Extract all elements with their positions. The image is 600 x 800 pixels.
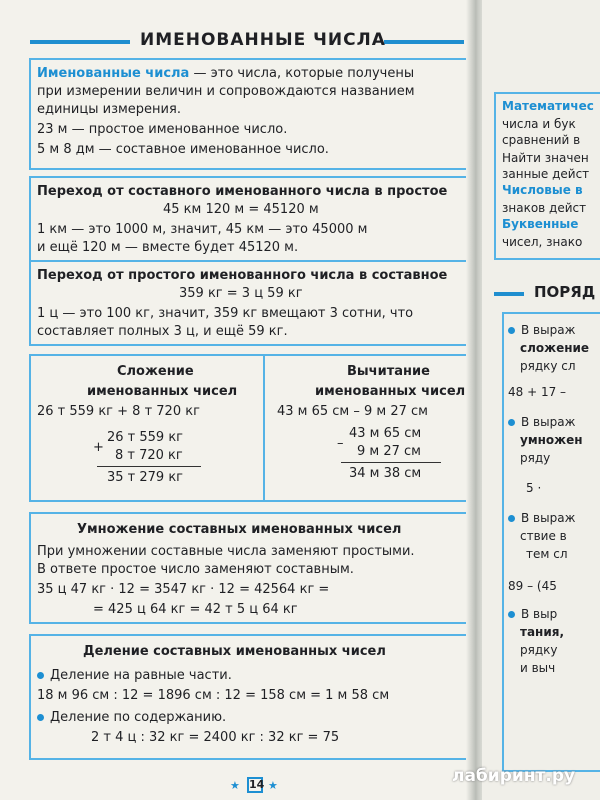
division-bullet-2 <box>37 710 226 726</box>
right-item-12 <box>508 606 557 622</box>
simple-number-example: 23 м — простое именованное число. <box>37 122 288 137</box>
subtraction-operand-2: 9 м 27 см <box>357 444 421 459</box>
division-heading: Деление составных именованных чисел <box>83 644 386 659</box>
right-item-7: 5 · <box>526 481 542 495</box>
bullet-icon <box>508 515 515 522</box>
simple-to-compound-line-1: 1 ц — это 100 кг, значит, 359 кг вмещают 3 сотни, что <box>37 306 414 321</box>
simple-to-compound-box <box>29 260 469 346</box>
right-item-4 <box>508 414 575 430</box>
right-line-8: чисел, знако <box>502 235 583 249</box>
definition-line-1 <box>37 66 414 82</box>
right-item-1: сложение <box>520 341 590 355</box>
bullet-icon <box>37 672 44 679</box>
title-bar-right <box>384 40 464 44</box>
page-title: ИМЕНОВАННЫЕ ЧИСЛА <box>140 30 386 50</box>
star-icon-right: ★ <box>268 779 278 792</box>
right-item-3: 48 + 17 – <box>508 385 567 399</box>
right-heading: ПОРЯД <box>534 283 596 301</box>
addition-heading-2: именованных чисел <box>87 384 238 399</box>
compound-to-simple-heading: Переход от составного именованного числа в простое <box>37 184 448 199</box>
addition-expression: 26 т 559 кг + 8 т 720 кг <box>37 404 200 419</box>
bullet-icon <box>508 327 515 334</box>
star-icon-left: ★ <box>230 779 240 792</box>
subtraction-operand-1: 43 м 65 см <box>349 426 422 441</box>
subtraction-heading-2: именованных чисел <box>315 384 466 399</box>
right-line-7: Буквенные <box>502 217 579 231</box>
right-top-box <box>494 92 600 260</box>
right-line-6: знаков дейст <box>502 201 587 215</box>
definition-term: Именованные числа <box>37 66 190 81</box>
right-order-box <box>502 312 600 772</box>
simple-to-compound-formula: 359 кг = 3 ц 59 кг <box>179 286 303 301</box>
right-item-2: рядку сл <box>520 359 576 373</box>
right-item-15: и выч <box>520 661 556 675</box>
right-item-0-text: В выраж <box>521 323 576 337</box>
compound-number-example: 5 м 8 дм — составное именованное число. <box>37 142 329 157</box>
simple-to-compound-line-2: составляет полных 3 ц, и ещё 59 кг. <box>37 324 288 339</box>
right-item-10: тем сл <box>526 547 568 561</box>
addition-heading-1: Сложение <box>117 364 194 379</box>
definition-line-2: при измерении величин и сопровождаются названием <box>37 84 415 99</box>
multiplication-line-1: При умножении составные числа заменяют простыми. <box>37 544 415 559</box>
watermark: лабиринт.ру <box>452 766 576 786</box>
multiplication-line-3: 35 ц 47 кг · 12 = 3547 кг · 12 = 42564 кг = <box>37 582 330 597</box>
compound-to-simple-formula: 45 км 120 м = 45120 м <box>163 202 319 217</box>
right-item-12-text: В выр <box>521 607 558 621</box>
right-page <box>482 0 600 800</box>
right-item-8-text: В выраж <box>521 511 576 525</box>
division-line-1: 18 м 96 см : 12 = 1896 см : 12 = 158 см = 1 м 58 см <box>37 688 390 703</box>
right-line-3: Найти значен <box>502 151 589 165</box>
right-item-13: тания, <box>520 625 565 639</box>
definition-line-1-rest: — это числа, которые получены <box>189 66 415 81</box>
addition-result: 35 т 279 кг <box>107 470 184 485</box>
bullet-icon <box>508 611 515 618</box>
add-subtract-box <box>29 354 469 502</box>
right-item-9: ствие в <box>520 529 567 543</box>
right-line-0: Математичес <box>502 99 594 113</box>
division-box <box>29 634 469 760</box>
addition-sign: + <box>93 440 104 455</box>
subtraction-result: 34 м 38 см <box>349 466 422 481</box>
right-line-4: занные дейст <box>502 167 590 181</box>
right-item-0 <box>508 322 575 338</box>
division-line-2: 2 т 4 ц : 32 кг = 2400 кг : 32 кг = 75 <box>91 730 340 745</box>
right-item-4-text: В выраж <box>521 415 576 429</box>
addition-operand-2: 8 т 720 кг <box>115 448 183 463</box>
multiplication-line-4: = 425 ц 64 кг = 42 т 5 ц 64 кг <box>93 602 298 617</box>
right-item-8 <box>508 510 575 526</box>
subtraction-heading-1: Вычитание <box>347 364 430 379</box>
subtraction-expression: 43 м 65 см – 9 м 27 см <box>277 404 428 419</box>
addition-rule <box>97 466 201 467</box>
bullet-icon <box>508 419 515 426</box>
simple-to-compound-heading: Переход от простого именованного числа в составное <box>37 268 448 283</box>
division-bullet-1-text: Деление на равные части. <box>50 668 232 683</box>
title-bar-left <box>30 40 130 44</box>
compound-to-simple-box <box>29 176 469 262</box>
subtraction-rule <box>341 462 441 463</box>
addition-operand-1: 26 т 559 кг <box>107 430 184 445</box>
right-item-14: рядку <box>520 643 558 657</box>
right-item-6: ряду <box>520 451 551 465</box>
right-item-11: 89 – (45 <box>508 579 557 593</box>
definition-box <box>29 58 469 170</box>
right-line-5: Числовые в <box>502 183 583 197</box>
division-bullet-2-text: Деление по содержанию. <box>50 710 227 725</box>
compound-to-simple-line-1: 1 км — это 1000 м, значит, 45 км — это 45000 м <box>37 222 368 237</box>
compound-to-simple-line-2: и ещё 120 м — вместе будет 45120 м. <box>37 240 299 255</box>
multiplication-line-2: В ответе простое число заменяют составным. <box>37 562 354 577</box>
column-divider <box>263 356 265 500</box>
division-bullet-1 <box>37 668 232 684</box>
page-number: 14 <box>249 778 265 791</box>
right-line-2: сравнений в <box>502 133 581 147</box>
definition-line-3: единицы измерения. <box>37 102 181 117</box>
bullet-icon <box>37 714 44 721</box>
right-item-5: умножен <box>520 433 583 447</box>
multiplication-heading: Умножение составных именованных чисел <box>77 522 402 537</box>
right-heading-bar <box>494 292 524 296</box>
multiplication-box <box>29 512 469 624</box>
subtraction-sign: – <box>337 436 344 451</box>
right-line-1: числа и бук <box>502 117 576 131</box>
